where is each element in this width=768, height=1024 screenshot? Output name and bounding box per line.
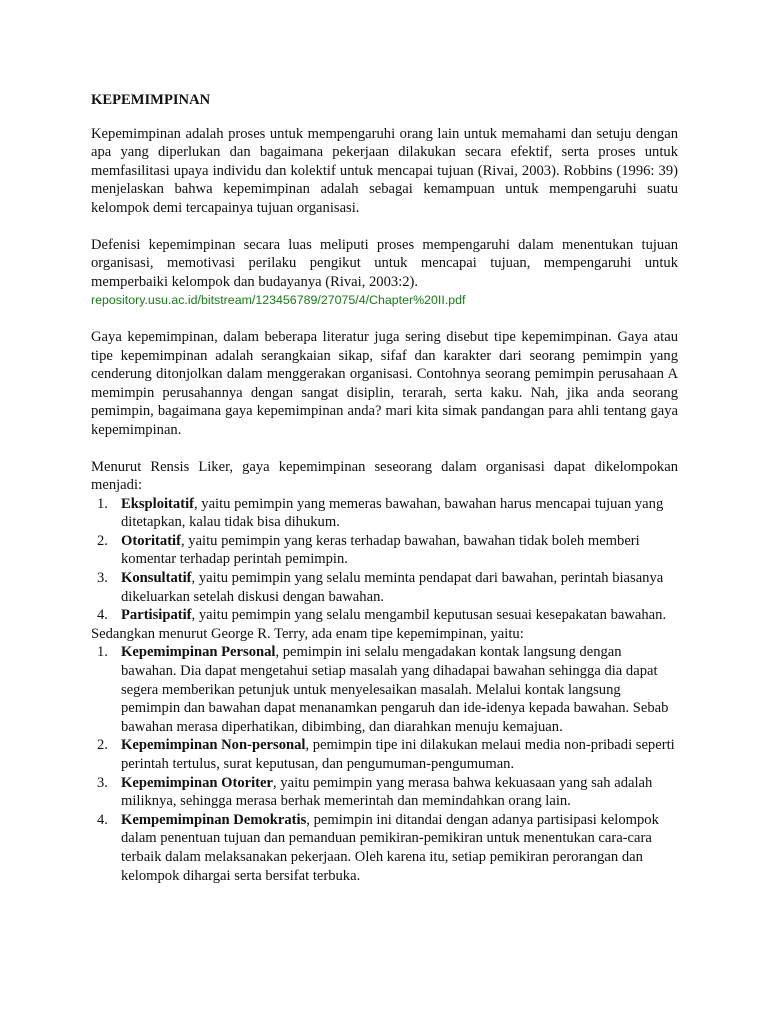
source-link[interactable]: repository.usu.ac.id/bitstream/123456789/27075/4/Chapter%20II.pdf	[91, 293, 466, 308]
list-text: , yaitu pemimpin yang memeras bawahan, bawahan harus mencapai tujuan yang ditetapkan, kalau tidak bisa dihukum.	[121, 495, 664, 531]
list-term: Kepemimpinan Otoriter	[121, 774, 273, 791]
terry-type-list	[91, 643, 678, 885]
paragraph-broad-definition: Defenisi kepemimpinan secara luas meliputi proses mempengaruhi dalam menentukan tujuan organisasi, memotivasi perilaku pengikut untuk mencapai tujuan, mempengaruhi untuk memperbaiki kelompok dan budayanya (Rivai, 2003:2).	[91, 236, 678, 290]
list-text: , yaitu pemimpin yang selalu meminta pendapat dari bawahan, perintah biasanya dikeluarkan setelah diskusi dengan bawahan.	[121, 570, 664, 605]
document-title: KEPEMIMPINAN	[91, 92, 211, 108]
list-text: , yaitu pemimpin yang merasa bahwa kekuasaan yang sah adalah miliknya, sehingga merasa berhak memerintah dan memindahkan orang lain.	[121, 774, 653, 810]
paragraph-definition: Kepemimpinan adalah proses untuk mempengaruhi orang lain untuk memahami dan setuju dengan apa yang diperlukan dan bagaimana pekerjaan dilakukan secara efektif, serta proses untuk memfasilitasi upaya individu dan kolektif untuk mencapai tujuan (Rivai, 2003). Robbins (1996: 39) menjelaskan bahwa kepemimpinan adalah sebagai kemampuan untuk mempengaruhi suatu kelompok demi tercapainya tujuan organisasi.	[91, 125, 678, 216]
paragraph-leadership-style: Gaya kepemimpinan, dalam beberapa literatur juga sering disebut tipe kepemimpinan. Gaya atau tipe kepemimpinan adalah serangkaian sikap, sifaf dan karakter dari seorang pemimpin yang cenderung ditonjolkan dalam menggerakan organisasi. Contohnya seorang pemimpin perusahaan A memimpin perusahannya dengan sangat disiplin, terarah, serta kaku. Nah, jika anda seorang pemimpin, bagaimana gaya kepemimpinan anda? mari kita simak pandangan para ahli tentang gaya kepemimpinan.	[91, 328, 678, 438]
list-item	[91, 774, 678, 811]
list-item	[91, 606, 678, 625]
list-number: 3.	[97, 774, 108, 791]
list-item	[91, 569, 678, 606]
list-item	[91, 736, 678, 773]
list-item	[91, 495, 678, 532]
list-term: Konsultatif	[121, 570, 192, 587]
list-term: Otoritatif	[121, 532, 181, 549]
paragraph-likert-intro: Menurut Rensis Liker, gaya kepemimpinan seseorang dalam organisasi dapat dikelompokan menjadi:	[91, 458, 678, 494]
list-item	[91, 811, 678, 885]
list-number: 1.	[97, 495, 108, 512]
list-number: 1.	[97, 644, 108, 661]
list-number: 4.	[97, 607, 108, 624]
list-term: Kepemimpinan Personal	[121, 644, 276, 661]
document-page	[91, 91, 678, 885]
list-text: , yaitu pemimpin yang selalu mengambil keputusan sesuai kesepakatan bawahan.	[191, 607, 667, 624]
list-term: Partisipatif	[121, 607, 192, 624]
list-item	[91, 532, 678, 569]
list-term: Kepemimpinan Non-personal	[121, 737, 306, 754]
list-term: Kempemimpinan Demokratis	[121, 811, 307, 828]
list-number: 4.	[97, 811, 108, 828]
likert-style-list	[91, 495, 678, 625]
list-text: , yaitu pemimpin yang keras terhadap bawahan, bawahan tidak boleh memberi komentar terhadap perintah pemimpin.	[121, 532, 640, 568]
list-item	[91, 643, 678, 736]
paragraph-terry-intro: Sedangkan menurut George R. Terry, ada enam tipe kepemimpinan, yaitu:	[91, 625, 524, 642]
list-number: 2.	[97, 737, 108, 754]
list-text: , pemimpin ini ditandai dengan adanya partisipasi kelompok dalam penentuan tujuan dan pemanduan pemikiran-pemikiran untuk menentukan cara-cara terbaik dalam melaksanakan pekerjaan. Oleh karena itu, setiap pemikiran perorangan dan kelompok dihargai serta bersifat terbuka.	[121, 811, 659, 884]
list-text: , pemimpin tipe ini dilakukan melaui media non-pribadi seperti perintah tertulus, surat keputusan, dan pengumuman-pengumuman.	[121, 737, 675, 772]
list-text: , pemimpin ini selalu mengadakan kontak langsung dengan bawahan. Dia dapat mengetahui setiap masalah yang dihadapai bawahan sehingga dia dapat segera memberikan petunjuk untuk menyelesaikan masalah. Melalui kontak langsung pemimpin dan bawahan dapat menanamkan pengaruh dan ide-idenya kepada bawahan. Sebab bawahan merasa diperhatikan, dibimbing, dan diarahkan menuju kemajuan.	[121, 644, 669, 735]
list-term: Eksploitatif	[121, 495, 194, 512]
list-number: 2.	[97, 532, 108, 549]
list-number: 3.	[97, 570, 108, 587]
